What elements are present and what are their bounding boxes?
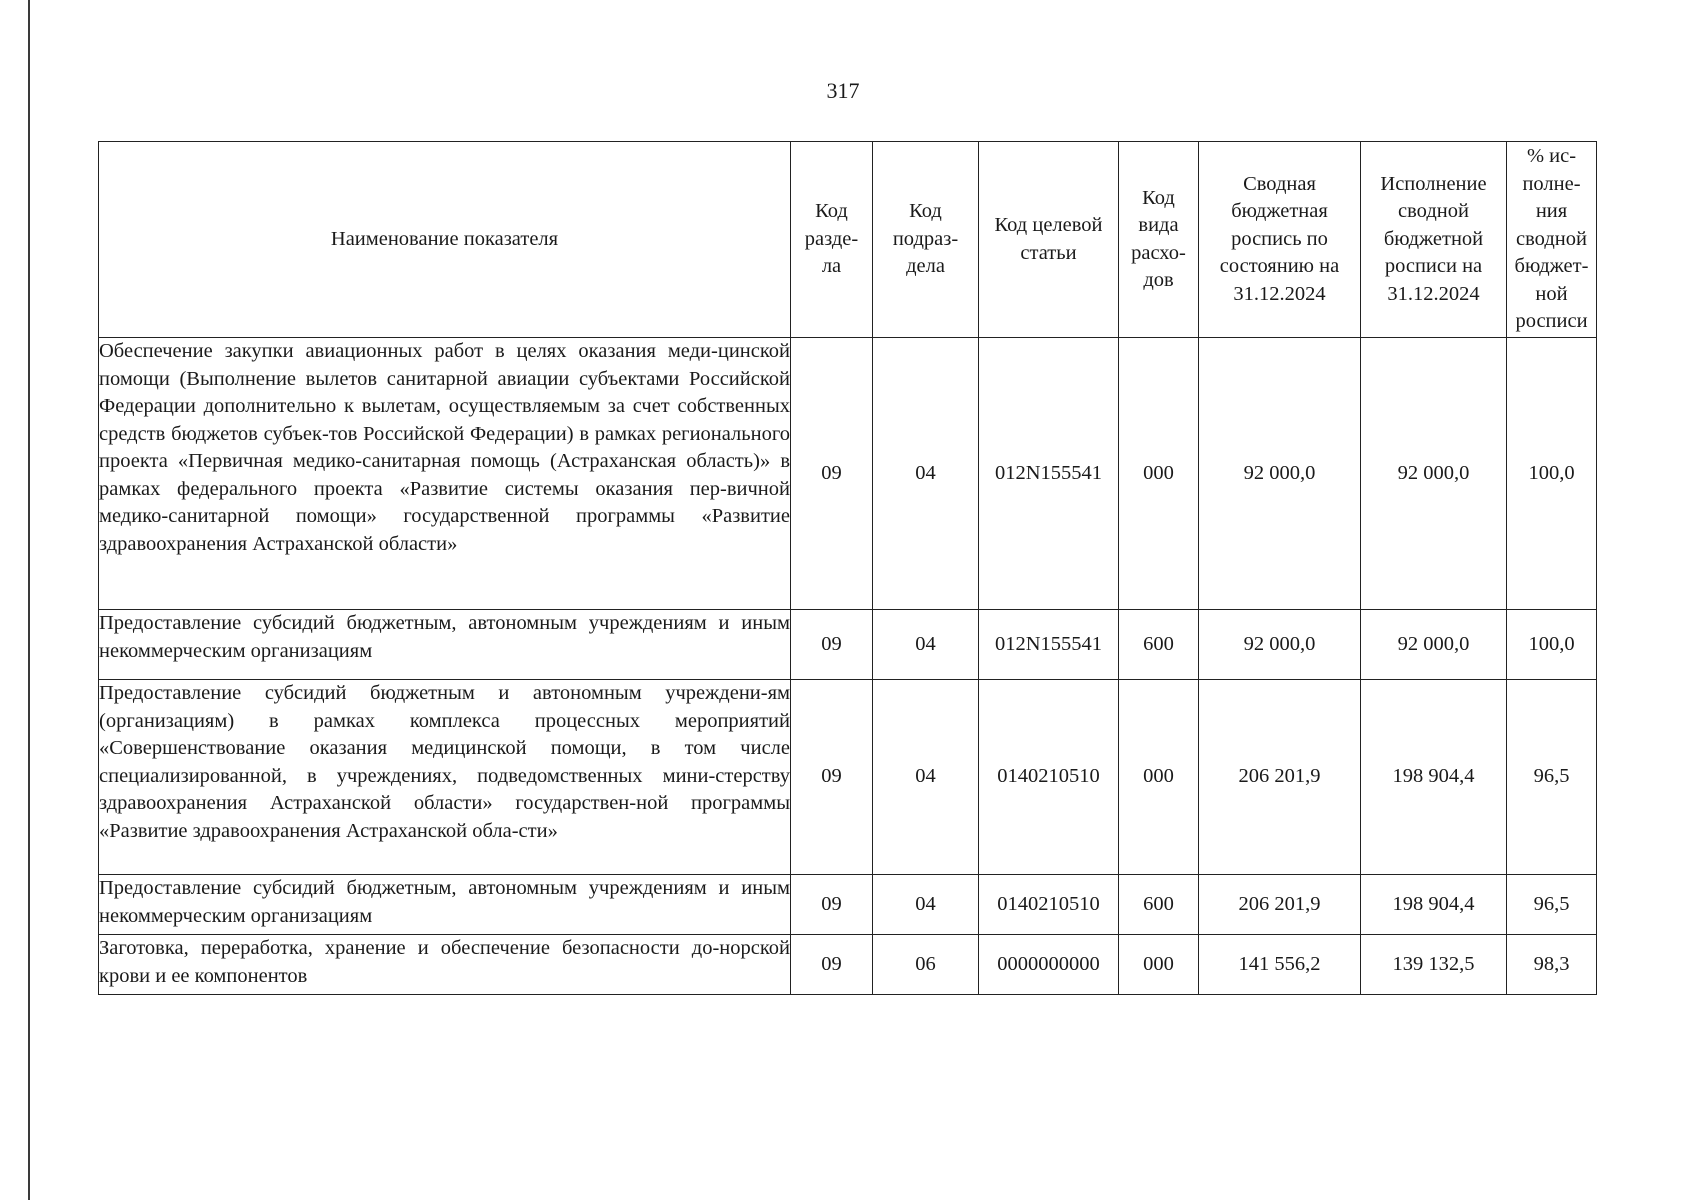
row-target-code: 012N155541	[979, 338, 1119, 610]
table-row	[99, 935, 1597, 995]
page-number: 317	[826, 78, 860, 103]
row-subsection-code: 04	[873, 610, 979, 680]
header-budget-execution: Исполнение сводной бюджетной росписи на 31.12.2024	[1361, 142, 1507, 338]
row-fact-value: 198 904,4	[1361, 680, 1507, 875]
header-section-code: Код разде-ла	[791, 142, 873, 338]
row-fact-value: 139 132,5	[1361, 935, 1507, 995]
row-target-code: 0140210510	[979, 680, 1119, 875]
row-plan-value: 141 556,2	[1199, 935, 1361, 995]
table-row	[99, 610, 1597, 680]
row-percent-value: 96,5	[1507, 680, 1597, 875]
header-subsection-code: Код подраз-дела	[873, 142, 979, 338]
row-section-code: 09	[791, 935, 873, 995]
row-section-code: 09	[791, 338, 873, 610]
row-expense-code: 600	[1119, 875, 1199, 935]
row-target-code: 0140210510	[979, 875, 1119, 935]
header-execution-percent: % ис-полне-ния сводной бюджет-ной росписи	[1507, 142, 1597, 338]
row-expense-code: 600	[1119, 610, 1199, 680]
row-name: Предоставление субсидий бюджетным и автономным учреждени-ям (организациям) в рамках комплекса процессных мероприятий «Совершенствование оказания медицинской помощи, в том числе специализированной, в учреждениях, подведомственных мини-стерству здравоохранения Астраханской области» государствен-ной программы «Развитие здравоохранения Астраханской обла-сти»	[99, 680, 791, 875]
row-percent-value: 100,0	[1507, 338, 1597, 610]
table-header-row	[99, 142, 1597, 338]
row-fact-value: 198 904,4	[1361, 875, 1507, 935]
row-subsection-code: 06	[873, 935, 979, 995]
row-plan-value: 92 000,0	[1199, 610, 1361, 680]
header-budget-plan: Сводная бюджетная роспись по состоянию на 31.12.2024	[1199, 142, 1361, 338]
table-row	[99, 875, 1597, 935]
row-expense-code: 000	[1119, 680, 1199, 875]
row-section-code: 09	[791, 610, 873, 680]
header-target-code: Код целевой статьи	[979, 142, 1119, 338]
header-expense-code: Код вида расхо-дов	[1119, 142, 1199, 338]
row-name: Обеспечение закупки авиационных работ в целях оказания меди-цинской помощи (Выполнение вылетов санитарной авиации субъектами Российской Федерации дополнительно к вылетам, осуществляемым за счет собственных средств бюджетов субъек-тов Российской Федерации) в рамках регионального проекта «Первичная медико-санитарная помощь (Астраханская область)» в рамках федерального проекта «Развитие системы оказания пер-вичной медико-санитарной помощи» государственной программы «Развитие здравоохранения Астраханской области»	[99, 338, 791, 610]
table-row	[99, 680, 1597, 875]
row-expense-code: 000	[1119, 338, 1199, 610]
header-name: Наименование показателя	[99, 142, 791, 338]
row-percent-value: 100,0	[1507, 610, 1597, 680]
row-subsection-code: 04	[873, 875, 979, 935]
row-expense-code: 000	[1119, 935, 1199, 995]
row-plan-value: 206 201,9	[1199, 680, 1361, 875]
row-plan-value: 206 201,9	[1199, 875, 1361, 935]
scan-left-edge	[28, 0, 30, 1200]
row-name: Заготовка, переработка, хранение и обеспечение безопасности до-норской крови и ее компонентов	[99, 935, 791, 995]
row-fact-value: 92 000,0	[1361, 338, 1507, 610]
row-fact-value: 92 000,0	[1361, 610, 1507, 680]
row-subsection-code: 04	[873, 338, 979, 610]
row-plan-value: 92 000,0	[1199, 338, 1361, 610]
row-name: Предоставление субсидий бюджетным, автономным учреждениям и иным некоммерческим организациям	[99, 610, 791, 680]
row-percent-value: 96,5	[1507, 875, 1597, 935]
table-row	[99, 338, 1597, 610]
row-subsection-code: 04	[873, 680, 979, 875]
row-section-code: 09	[791, 875, 873, 935]
budget-table	[98, 141, 1597, 995]
row-percent-value: 98,3	[1507, 935, 1597, 995]
row-target-code: 012N155541	[979, 610, 1119, 680]
row-name: Предоставление субсидий бюджетным, автономным учреждениям и иным некоммерческим организациям	[99, 875, 791, 935]
row-target-code: 0000000000	[979, 935, 1119, 995]
row-section-code: 09	[791, 680, 873, 875]
